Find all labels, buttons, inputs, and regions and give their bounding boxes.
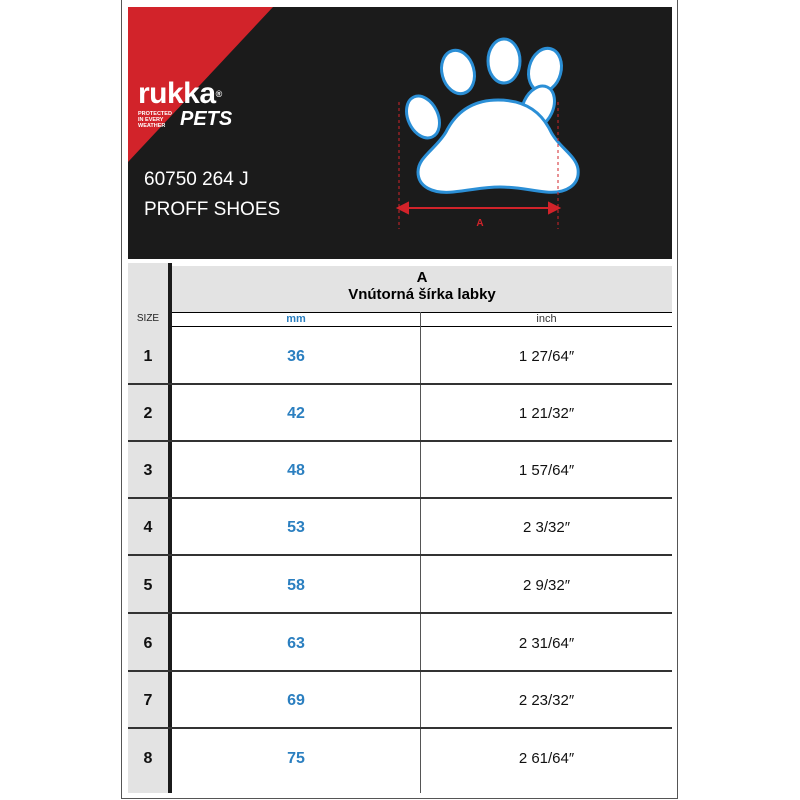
header-rule-bottom (172, 326, 672, 327)
inch-value: 1 57/64″ (518, 462, 575, 479)
inch-value: 1 27/64″ (518, 348, 575, 365)
mm-column-label: mm (286, 313, 306, 325)
paw-diagram (128, 7, 672, 259)
size-value: 8 (143, 750, 153, 767)
mm-value: 58 (287, 577, 305, 594)
row-divider (128, 554, 672, 556)
inch-value: 2 31/64″ (518, 635, 575, 652)
table-row (128, 730, 672, 787)
inch-value: 2 61/64″ (518, 750, 575, 767)
table-row (128, 385, 672, 442)
size-value: 1 (143, 348, 153, 365)
mm-value: 63 (287, 635, 305, 652)
row-divider (128, 612, 672, 614)
table-row (128, 672, 672, 729)
inch-value: 2 3/32″ (522, 519, 570, 536)
size-value: 7 (143, 692, 153, 709)
size-value: 2 (143, 405, 153, 422)
registered-mark: ® (215, 89, 222, 99)
header-banner (128, 7, 672, 259)
size-value: 4 (143, 519, 153, 536)
header-letter: A (416, 269, 428, 286)
paw-toe-2 (488, 39, 520, 83)
table-row (128, 442, 672, 499)
size-value: 3 (143, 462, 153, 479)
inch-value: 2 23/32″ (518, 692, 575, 709)
table-row (128, 499, 672, 556)
mm-value: 42 (287, 405, 305, 422)
paw-toe-1 (437, 47, 479, 98)
paw-pad (418, 100, 578, 192)
brand-tagline: PROTECTED IN EVERY WEATHER (138, 111, 172, 129)
brand-name: rukka (138, 77, 216, 110)
mm-value: 36 (287, 348, 305, 365)
inch-column-label: inch (536, 313, 557, 325)
mm-value: 48 (287, 462, 305, 479)
product-code: 60750 264 J (144, 169, 249, 190)
size-table (128, 263, 672, 793)
measure-label: A (476, 218, 484, 229)
size-value: 5 (143, 577, 153, 594)
table-header (172, 266, 672, 312)
inch-value: 1 21/32″ (518, 405, 575, 422)
header-description: Vnútorná šírka labky (348, 286, 496, 303)
row-divider (128, 727, 672, 729)
inch-value: 2 9/32″ (522, 577, 570, 594)
table-row (128, 328, 672, 385)
table-row (128, 615, 672, 672)
brand-line: PETS (180, 108, 233, 130)
paw-toe-4 (400, 91, 446, 144)
product-name: PROFF SHOES (144, 199, 281, 220)
size-column-label: SIZE (136, 313, 160, 324)
mm-value: 75 (287, 750, 305, 767)
table-row (128, 557, 672, 614)
mm-value: 69 (287, 692, 305, 709)
mm-value: 53 (287, 519, 305, 536)
size-value: 6 (143, 635, 153, 652)
